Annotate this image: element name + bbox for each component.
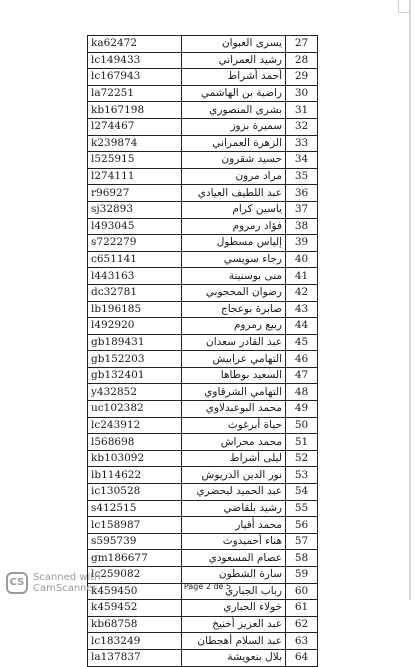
row-number-cell: 33: [286, 135, 318, 152]
row-number-cell: 49: [286, 401, 318, 418]
table-row: [88, 152, 318, 169]
name-cell: التهامي الشرقاوي: [182, 384, 286, 401]
name-cell: ربيع رمروم: [182, 318, 286, 335]
table-row: [88, 85, 318, 102]
id-code-cell: lb114622: [88, 467, 182, 484]
table-row: [88, 616, 318, 633]
name-cell: عبد العزيز أخنيخ: [182, 616, 286, 633]
id-code-cell: l274467: [88, 118, 182, 135]
name-cell: محمد أقيار: [182, 517, 286, 534]
table-row: [88, 268, 318, 285]
table-row: [88, 235, 318, 252]
id-code-cell: l443163: [88, 268, 182, 285]
name-cell: بشرى المنصوري: [182, 102, 286, 119]
name-cell: سارة الشطون: [182, 567, 286, 584]
name-cell: ياسين كرام: [182, 201, 286, 218]
id-code-cell: lc259082: [88, 567, 182, 584]
id-code-cell: lc149433: [88, 52, 182, 69]
table-row: [88, 135, 318, 152]
name-cell: خولاء الجباري: [182, 600, 286, 617]
id-code-cell: gb132401: [88, 367, 182, 384]
page-edge: [409, 0, 411, 600]
row-number-cell: 38: [286, 218, 318, 235]
id-code-cell: s412515: [88, 500, 182, 517]
row-number-cell: 31: [286, 102, 318, 119]
row-number-cell: 45: [286, 334, 318, 351]
name-cell: محمد محراش: [182, 434, 286, 451]
id-code-cell: s595739: [88, 533, 182, 550]
row-number-cell: 47: [286, 367, 318, 384]
id-code-cell: kb68758: [88, 616, 182, 633]
row-number-cell: 41: [286, 268, 318, 285]
table-row: [88, 467, 318, 484]
row-number-cell: 32: [286, 118, 318, 135]
table-row: [88, 318, 318, 335]
name-cell: سميرة بزوز: [182, 118, 286, 135]
watermark-line-1: Scanned with: [33, 572, 101, 583]
id-code-cell: l493045: [88, 218, 182, 235]
table-row: [88, 649, 318, 666]
id-code-cell: gm186677: [88, 550, 182, 567]
row-number-cell: 27: [286, 36, 318, 53]
name-cell: صابرة بوعجاج: [182, 301, 286, 318]
table-row: [88, 450, 318, 467]
name-cell: رجاء سويسي: [182, 251, 286, 268]
name-cell: يسرى العبوان: [182, 36, 286, 53]
row-number-cell: 29: [286, 69, 318, 86]
table-row: [88, 484, 318, 501]
id-code-cell: k459452: [88, 600, 182, 617]
id-code-cell: sj32893: [88, 201, 182, 218]
name-cell: حياة أبرغوث: [182, 417, 286, 434]
table-row: [88, 201, 318, 218]
table-row: [88, 434, 318, 451]
row-number-cell: 63: [286, 633, 318, 650]
table-row: [88, 417, 318, 434]
row-number-cell: 54: [286, 484, 318, 501]
id-code-cell: l274111: [88, 168, 182, 185]
row-number-cell: 36: [286, 185, 318, 202]
page-number: Page 2 de 5: [183, 582, 232, 591]
id-code-cell: gb152203: [88, 351, 182, 368]
row-number-cell: 52: [286, 450, 318, 467]
row-number-cell: 44: [286, 318, 318, 335]
row-number-cell: 53: [286, 467, 318, 484]
name-cell: حسيد شقرون: [182, 152, 286, 169]
id-code-cell: l492920: [88, 318, 182, 335]
table-row: [88, 633, 318, 650]
row-number-cell: 51: [286, 434, 318, 451]
id-code-cell: l525915: [88, 152, 182, 169]
row-number-cell: 28: [286, 52, 318, 69]
row-number-cell: 50: [286, 417, 318, 434]
id-code-cell: k239874: [88, 135, 182, 152]
table-row: [88, 600, 318, 617]
table-row: [88, 301, 318, 318]
name-cell: منى بوسنينة: [182, 268, 286, 285]
table-row: [88, 168, 318, 185]
id-code-cell: lc158987: [88, 517, 182, 534]
table-row: [88, 36, 318, 53]
id-code-cell: lc183249: [88, 633, 182, 650]
name-cell: عبد السلام أهجطان: [182, 633, 286, 650]
table-row: [88, 69, 318, 86]
name-cell: الزهرة العمراني: [182, 135, 286, 152]
id-code-cell: s722279: [88, 235, 182, 252]
table-row: [88, 367, 318, 384]
id-code-cell: y432852: [88, 384, 182, 401]
id-code-cell: gb189431: [88, 334, 182, 351]
row-number-cell: 43: [286, 301, 318, 318]
name-cell: السعيد بوطاها: [182, 367, 286, 384]
row-number-cell: 39: [286, 235, 318, 252]
table-row: [88, 251, 318, 268]
table-row: [88, 517, 318, 534]
name-cell: رشيد بلقاضي: [182, 500, 286, 517]
id-code-cell: la137837: [88, 649, 182, 666]
row-number-cell: 56: [286, 517, 318, 534]
table-row: [88, 118, 318, 135]
row-number-cell: 46: [286, 351, 318, 368]
row-number-cell: 55: [286, 500, 318, 517]
name-cell: رشيد العمراني: [182, 52, 286, 69]
name-cell: مراد مرون: [182, 168, 286, 185]
id-code-cell: kb167198: [88, 102, 182, 119]
table-row: [88, 284, 318, 301]
table-row: [88, 384, 318, 401]
name-cell: هناء أحميدوث: [182, 533, 286, 550]
id-code-cell: uc102382: [88, 401, 182, 418]
camscanner-logo-icon: CS: [6, 572, 28, 594]
name-cell: نور الدين الدريوش: [182, 467, 286, 484]
name-cell: عبد القادر سعدان: [182, 334, 286, 351]
id-code-cell: kb103092: [88, 450, 182, 467]
row-number-cell: 64: [286, 649, 318, 666]
name-cell: رباب الجباري: [182, 583, 286, 600]
table-row: [88, 533, 318, 550]
id-code-cell: k459450: [88, 583, 182, 600]
name-cell: عبد الحميد لبحضري: [182, 484, 286, 501]
table-row: [88, 52, 318, 69]
table-row: [88, 334, 318, 351]
name-cell: عصام المسعودي: [182, 550, 286, 567]
page-corner: [398, 0, 411, 13]
row-number-cell: 57: [286, 533, 318, 550]
row-number-cell: 42: [286, 284, 318, 301]
row-number-cell: 34: [286, 152, 318, 169]
id-code-cell: c651141: [88, 251, 182, 268]
table-row: [88, 500, 318, 517]
name-cell: راضية بن الهاشمي: [182, 85, 286, 102]
row-number-cell: 59: [286, 567, 318, 584]
name-cell: رضوان المحجوبي: [182, 284, 286, 301]
table-row: [88, 185, 318, 202]
row-number-cell: 30: [286, 85, 318, 102]
name-cell: بلال بنعويشة: [182, 649, 286, 666]
row-number-cell: 37: [286, 201, 318, 218]
watermark-line-2: CamScanner: [33, 583, 97, 594]
name-cell: محمد البوعبدلاوي: [182, 401, 286, 418]
name-cell: أحمد أشراط: [182, 69, 286, 86]
id-code-cell: lc167943: [88, 69, 182, 86]
id-code-cell: r96927: [88, 185, 182, 202]
name-cell: التهامي عرابيش: [182, 351, 286, 368]
table-row: [88, 102, 318, 119]
id-code-cell: la72251: [88, 85, 182, 102]
id-code-cell: ic130528: [88, 484, 182, 501]
id-code-cell: l568698: [88, 434, 182, 451]
row-number-cell: 61: [286, 600, 318, 617]
name-cell: ليلى أشراط: [182, 450, 286, 467]
name-cell: عبد اللطيف العيادي: [182, 185, 286, 202]
table-row: [88, 550, 318, 567]
id-code-cell: ka62472: [88, 36, 182, 53]
table-row: [88, 351, 318, 368]
name-cell: إلياس مسطول: [182, 235, 286, 252]
id-code-cell: dc32781: [88, 284, 182, 301]
row-number-cell: 40: [286, 251, 318, 268]
row-number-cell: 62: [286, 616, 318, 633]
table-row: [88, 218, 318, 235]
table-row: [88, 401, 318, 418]
row-number-cell: 58: [286, 550, 318, 567]
row-number-cell: 60: [286, 583, 318, 600]
id-code-cell: lc243912: [88, 417, 182, 434]
row-number-cell: 48: [286, 384, 318, 401]
name-cell: فؤاد رمروم: [182, 218, 286, 235]
id-code-cell: lb196185: [88, 301, 182, 318]
row-number-cell: 35: [286, 168, 318, 185]
